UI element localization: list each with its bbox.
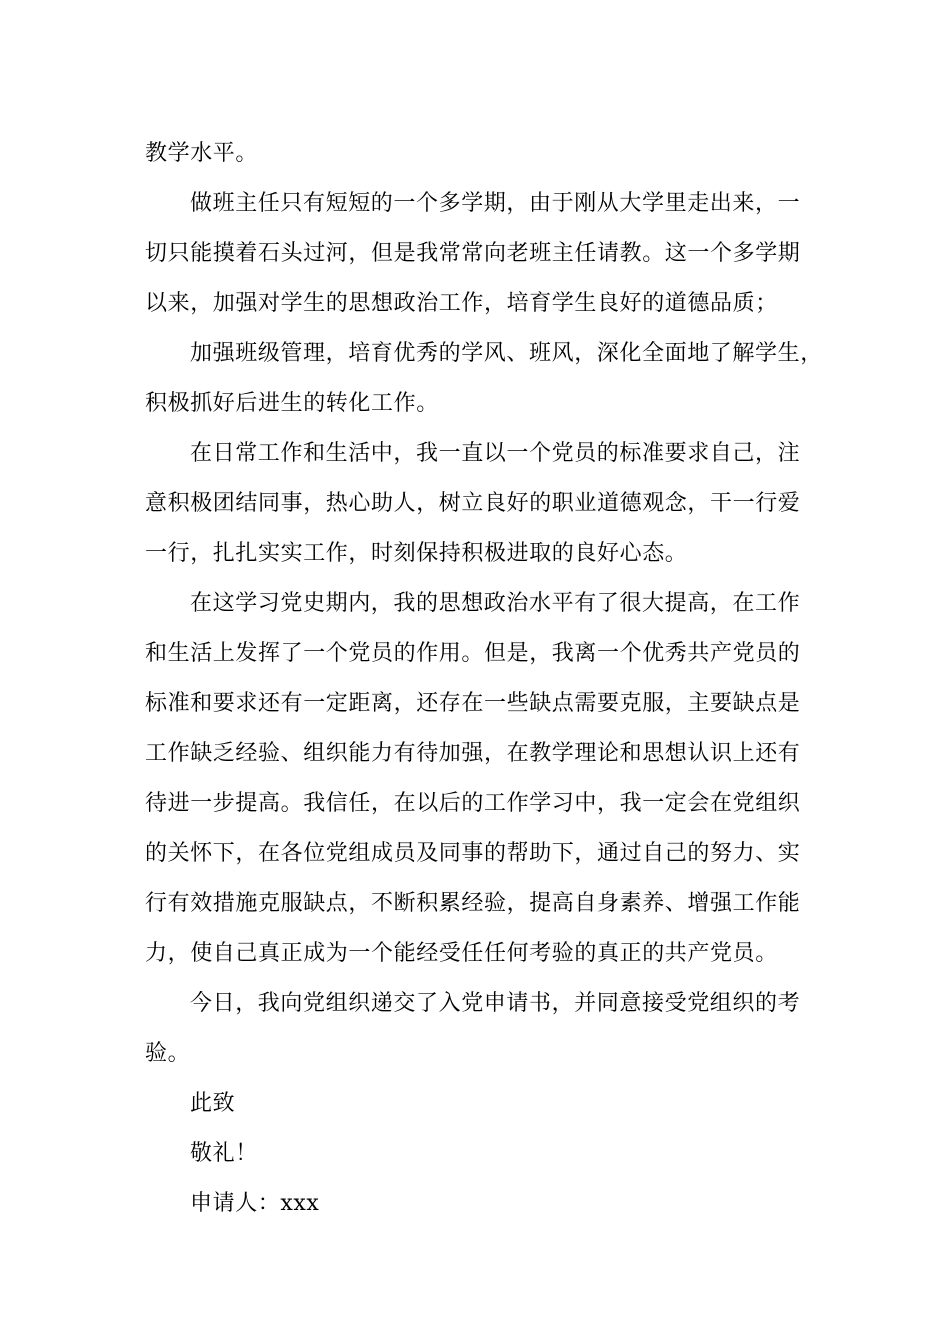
text-line: 的关怀下，在各位党组成员及同事的帮助下，通过自己的努力、实 [145,841,801,866]
text-line: 工作缺乏经验、组织能力有待加强，在教学理论和思想认识上还有 [145,741,801,766]
text-line: 行有效措施克服缺点，不断积累经验，提高自身素养、增强工作能 [145,891,801,916]
document-body [145,129,823,1229]
text-line: 和生活上发挥了一个党员的作用。但是，我离一个优秀共产党员的 [145,641,801,666]
text-line: 待进一步提高。我信任，在以后的工作学习中，我一定会在党组织 [145,791,801,816]
text-line: 加强班级管理，培育优秀的学风、班风，深化全面地了解学生， [190,341,823,366]
text-line: 今日，我向党组织递交了入党申请书，并同意接受党组织的考 [190,991,801,1016]
text-line: 积极抓好后进生的转化工作。 [145,391,439,416]
text-line: 力，使自己真正成为一个能经受任任何考验的真正的共产党员。 [145,941,778,966]
text-line: 一行，扎扎实实工作，时刻保持积极进取的良好心态。 [145,541,688,566]
text-line: 在这学习党史期内，我的思想政治水平有了很大提高，在工作 [190,591,801,616]
text-line: 验。 [145,1041,191,1066]
text-line: 以来，加强对学生的思想政治工作，培育学生良好的道德品质； [145,291,778,316]
closing-salutation: 此致 [190,1091,236,1116]
text-line: 做班主任只有短短的一个多学期，由于刚从大学里走出来，一 [190,191,801,216]
text-line: 意积极团结同事，热心助人，树立良好的职业道德观念，干一行爱 [145,491,801,516]
text-line: 教学水平。 [145,141,259,166]
text-line: 切只能摸着石头过河，但是我常常向老班主任请教。这一个多学期 [145,241,801,266]
applicant-signature-line: 申请人：xxx [190,1191,320,1216]
text-line: 在日常工作和生活中，我一直以一个党员的标准要求自己，注 [190,441,801,466]
text-line: 标准和要求还有一定距离，还存在一些缺点需要克服，主要缺点是 [145,691,801,716]
closing-regards: 敬礼！ [190,1141,258,1166]
